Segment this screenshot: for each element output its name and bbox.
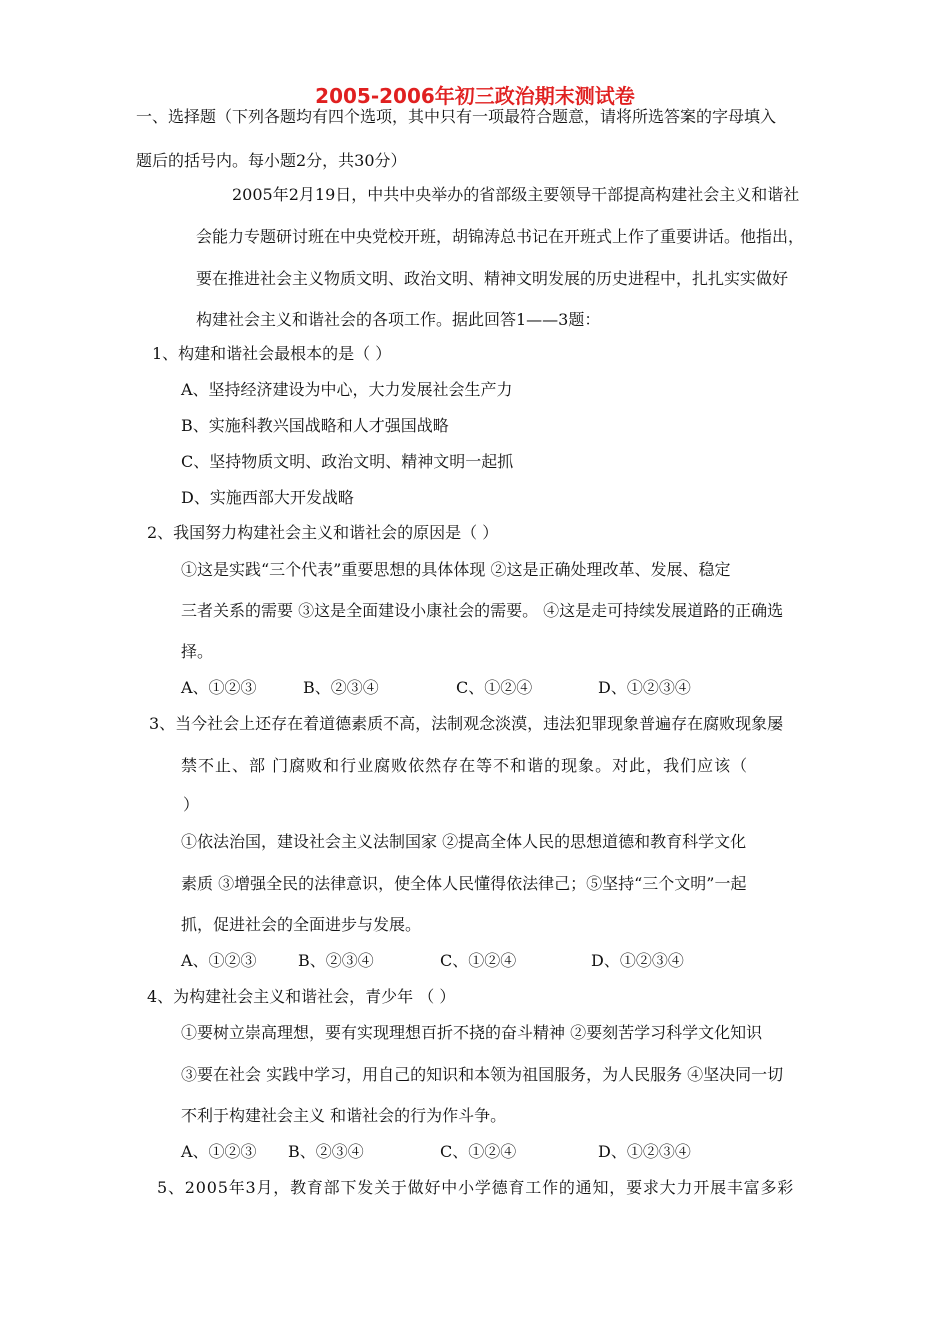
question-2-choice-a: A、①②③ bbox=[181, 678, 257, 697]
question-4-choice-c: C、①②④ bbox=[440, 1142, 517, 1161]
question-5-stem: 5、2005年3月，教育部下发关于做好中小学德育工作的通知，要求大力开展丰富多彩 bbox=[157, 1178, 795, 1197]
question-1-stem: 1、构建和谐社会最根本的是（ ） bbox=[152, 344, 392, 363]
question-4-choice-d: D、①②③④ bbox=[598, 1142, 691, 1161]
question-3-choice-a: A、①②③ bbox=[181, 951, 257, 970]
question-4-line: ①要树立崇高理想，要有实现理想百折不挠的奋斗精神 ②要刻苦学习科学文化知识 bbox=[181, 1023, 763, 1042]
question-4-choice-b: B、②③④ bbox=[288, 1142, 364, 1161]
page-title: 2005-2006年初三政治期末测试卷 bbox=[315, 84, 635, 108]
question-1-option-d: D、实施西部大开发战略 bbox=[181, 488, 354, 507]
question-2-line: 择。 bbox=[181, 642, 214, 661]
question-1-option-b: B、实施科教兴国战略和人才强国战略 bbox=[181, 416, 449, 435]
question-2-line: ①这是实践“三个代表”重要思想的具体体现 ②这是正确处理改革、发展、稳定 bbox=[181, 560, 731, 579]
passage-line: 要在推进社会主义物质文明、政治文明、精神文明发展的历史进程中，扎扎实实做好 bbox=[196, 269, 789, 288]
passage-line: 2005年2月19日，中共中央举办的省部级主要领导干部提高构建社会主义和谐社 bbox=[232, 185, 800, 204]
section-heading-cont: 题后的括号内。每小题2分，共30分） bbox=[136, 151, 407, 170]
question-3-line: 素质 ③增强全民的法律意识，使全体人民懂得依法律己；⑤坚持“三个文明”一起 bbox=[181, 874, 747, 893]
question-4-stem: 4、为构建社会主义和谐社会，青少年 （ ） bbox=[147, 987, 456, 1006]
question-3-line: ） bbox=[183, 795, 200, 814]
question-3-line: 抓，促进社会的全面进步与发展。 bbox=[181, 915, 422, 934]
question-2-stem: 2、我国努力构建社会主义和谐社会的原因是（ ） bbox=[147, 523, 499, 542]
question-4-line: 不利于构建社会主义 和谐社会的行为作斗争。 bbox=[181, 1106, 507, 1125]
question-2-line: 三者关系的需要 ③这是全面建设小康社会的需要。 ④这是走可持续发展道路的正确选 bbox=[181, 601, 784, 620]
question-3-stem: 3、当今社会上还存在着道德素质不高，法制观念淡漠，违法犯罪现象普遍存在腐败现象屡 bbox=[149, 714, 784, 733]
question-2-choice-c: C、①②④ bbox=[456, 678, 533, 697]
passage-line: 构建社会主义和谐社会的各项工作。据此回答1——3题： bbox=[196, 310, 601, 329]
question-3-choice-b: B、②③④ bbox=[298, 951, 374, 970]
question-3-line: 禁不止、部 门腐败和行业腐败依然存在等不和谐的现象。对此，我们应该（ bbox=[181, 756, 749, 775]
question-3-line: ①依法治国，建设社会主义法制国家 ②提高全体人民的思想道德和教育科学文化 bbox=[181, 832, 747, 851]
question-2-choice-d: D、①②③④ bbox=[598, 678, 691, 697]
question-1-option-c: C、坚持物质文明、政治文明、精神文明一起抓 bbox=[181, 452, 514, 471]
question-3-choice-d: D、①②③④ bbox=[591, 951, 684, 970]
question-4-line: ③要在社会 实践中学习，用自己的知识和本领为祖国服务，为人民服务 ④坚决同一切 bbox=[181, 1065, 784, 1084]
section-heading: 一、选择题（下列各题均有四个选项，其中只有一项最符合题意，请将所选答案的字母填入 bbox=[136, 107, 777, 126]
passage-line: 会能力专题研讨班在中央党校开班，胡锦涛总书记在开班式上作了重要讲话。他指出， bbox=[196, 227, 805, 246]
question-1-option-a: A、坚持经济建设为中心，大力发展社会生产力 bbox=[181, 380, 513, 399]
question-3-choice-c: C、①②④ bbox=[440, 951, 517, 970]
question-2-choice-b: B、②③④ bbox=[303, 678, 379, 697]
question-4-choice-a: A、①②③ bbox=[181, 1142, 257, 1161]
